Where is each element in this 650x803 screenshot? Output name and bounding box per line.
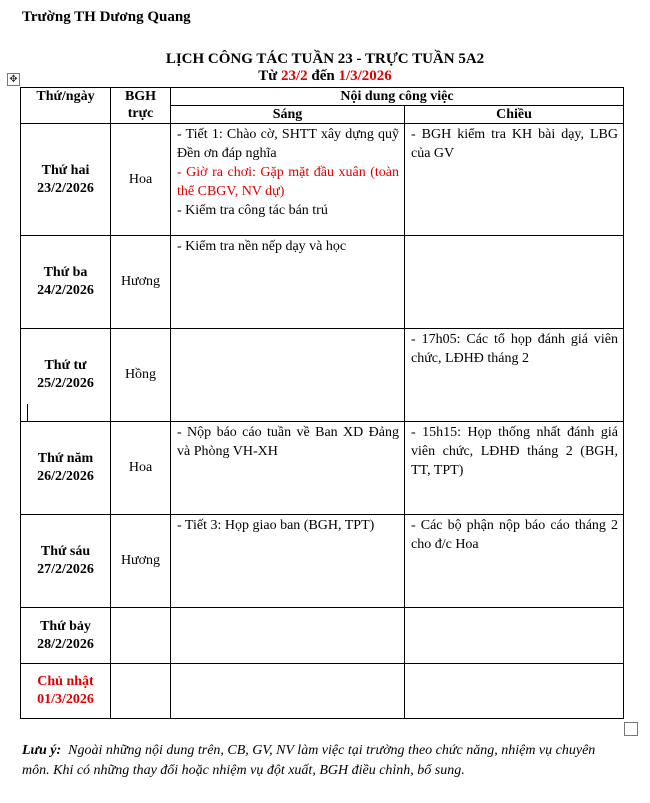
header-day: Thứ/ngày: [21, 88, 111, 124]
morning-cell[interactable]: [171, 608, 405, 664]
day-cell: [21, 422, 111, 515]
morning-cell[interactable]: [171, 515, 405, 608]
bgh-cell: Hương: [111, 236, 171, 329]
note: [22, 741, 622, 781]
school-name: Trường TH Dương Quang: [22, 9, 191, 25]
task-item: - Tiết 3: Họp giao ban (BGH, TPT): [177, 518, 375, 533]
afternoon-cell[interactable]: [405, 608, 624, 664]
task-item: - Kiểm tra nền nếp dạy và học: [177, 239, 347, 254]
day-cell: [21, 124, 111, 236]
date-range: [0, 68, 650, 85]
day-name: Thứ sáu: [40, 544, 91, 559]
afternoon-cell[interactable]: [405, 124, 624, 236]
to-date: 1/3/2026: [338, 68, 392, 84]
afternoon-cell[interactable]: [405, 515, 624, 608]
schedule-row: [21, 608, 624, 664]
bgh-cell: [111, 664, 171, 719]
morning-cell[interactable]: [171, 236, 405, 329]
day-cell: [21, 515, 111, 608]
day-name: Thứ bảy: [40, 618, 91, 634]
task-item: - Nộp báo cáo tuần về Ban XD Đảng và Phòng VH-XH: [177, 425, 399, 459]
day-date: 01/3/2026: [37, 692, 94, 707]
day-cell: [21, 608, 111, 664]
header-morning: Sáng: [171, 106, 405, 124]
day-name: Chủ nhật: [37, 674, 94, 689]
text-cursor: [27, 404, 28, 422]
day-name: Thứ năm: [37, 451, 94, 466]
page-title: LỊCH CÔNG TÁC TUẦN 23 - TRỰC TUẦN 5A2: [165, 51, 485, 67]
morning-cell[interactable]: [171, 664, 405, 719]
afternoon-cell[interactable]: [405, 664, 624, 719]
morning-cell[interactable]: [171, 422, 405, 515]
day-cell: [21, 664, 111, 719]
to-word: đến: [311, 68, 335, 84]
header-bgh: BGH trực: [111, 88, 171, 124]
task-item: - Tiết 1: Chào cờ, SHTT xây dựng quỹ Đền ơn đáp nghĩa: [177, 127, 399, 161]
task-item: - BGH kiểm tra KH bài dạy, LBG của GV: [411, 127, 618, 161]
bgh-cell: Hoa: [111, 124, 171, 236]
bgh-cell: [111, 608, 171, 664]
task-item: - Các bộ phận nộp báo cáo tháng 2 cho đ/c Hoa: [411, 518, 618, 552]
bgh-cell: Hương: [111, 515, 171, 608]
day-date: 23/2/2026: [37, 180, 94, 196]
day-date: 28/2/2026: [37, 636, 94, 652]
task-item: - 17h05: Các tổ họp đánh giá viên chức, LĐHĐ tháng 2: [411, 332, 618, 366]
from-date: 23/2: [280, 68, 308, 84]
day-name: Thứ tư: [44, 358, 87, 373]
schedule-table: [20, 87, 624, 719]
day-date: 24/2/2026: [37, 283, 94, 298]
resize-square-icon[interactable]: [624, 722, 638, 736]
from-word: Từ: [258, 68, 278, 84]
task-item: - Kiểm tra công tác bán trú: [177, 203, 328, 218]
schedule-row: [21, 124, 624, 236]
note-label: Lưu ý:: [22, 743, 62, 758]
day-date: 27/2/2026: [37, 562, 94, 577]
afternoon-cell[interactable]: [405, 422, 624, 515]
schedule-row: [21, 422, 624, 515]
schedule-row: [21, 236, 624, 329]
day-date: 25/2/2026: [37, 376, 94, 391]
task-item: - Giờ ra chơi: Gặp mặt đầu xuân (toàn thể CBGV, NV dự): [177, 165, 399, 199]
day-name: Thứ ba: [43, 265, 88, 280]
schedule-row: [21, 664, 624, 719]
header-afternoon: Chiều: [405, 106, 624, 124]
schedule-row: [21, 515, 624, 608]
morning-cell[interactable]: [171, 124, 405, 236]
note-text: Ngoài những nội dung trên, CB, GV, NV làm việc tại trường theo chức năng, nhiệm vụ chuyên môn. Khi có những thay đổi hoặc nhiệm vụ đột xuất, BGH điều chỉnh, bổ sung.: [22, 743, 596, 778]
day-cell: [21, 329, 111, 422]
day-cell: [21, 236, 111, 329]
task-item: - 15h15: Họp thống nhất đánh giá viên chức, LĐHĐ tháng 2 (BGH, TT, TPT): [411, 425, 618, 478]
four-arrow-move-icon[interactable]: ✥: [7, 73, 20, 86]
day-name: Thứ hai: [41, 162, 90, 178]
bgh-cell: Hoa: [111, 422, 171, 515]
morning-cell[interactable]: [171, 329, 405, 422]
bgh-cell: Hồng: [111, 329, 171, 422]
day-date: 26/2/2026: [37, 469, 94, 484]
header-content: Nội dung công việc: [171, 88, 624, 106]
afternoon-cell[interactable]: [405, 329, 624, 422]
afternoon-cell[interactable]: [405, 236, 624, 329]
schedule-row: [21, 329, 624, 422]
